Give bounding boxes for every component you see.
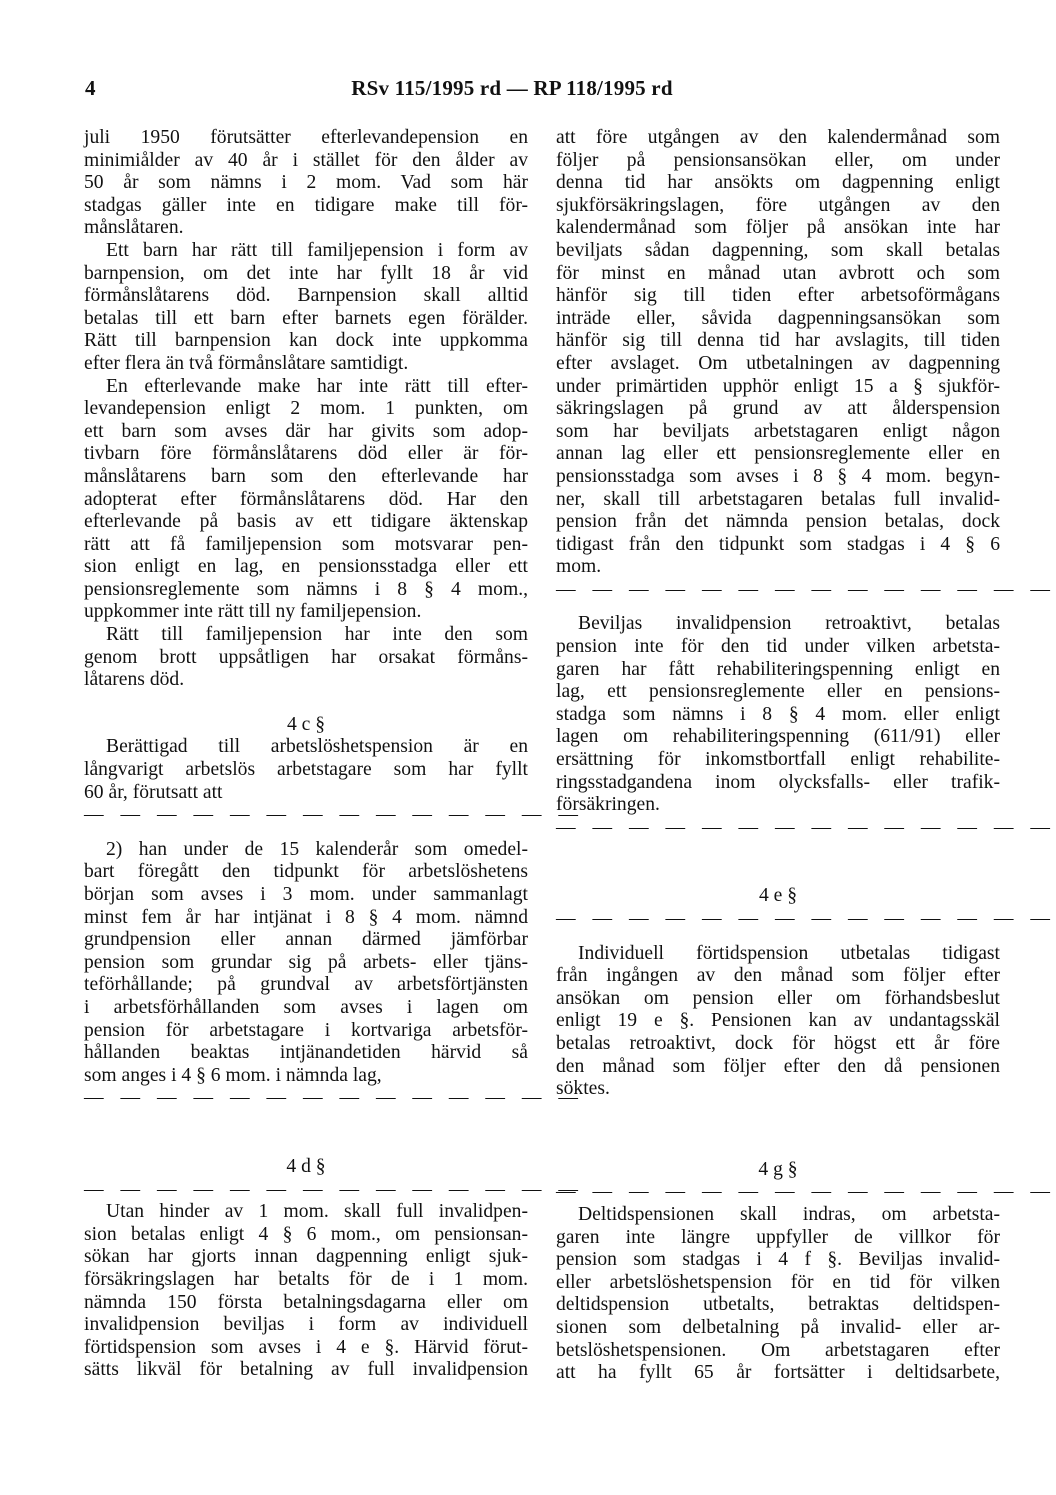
text-line: under primärtiden upphör enligt 15 a § sjukför- <box>556 375 1000 397</box>
section-heading: 4 e § <box>758 885 798 907</box>
right-column <box>556 127 1056 1385</box>
text-line: ett barn som avses där har givits som adop- <box>84 420 528 442</box>
text-line: säkringslagen på grund av att ålderspension <box>556 398 1000 420</box>
omission-dashes: — — — — — — — — — — — — — — <box>556 578 1056 600</box>
text-line: betalas retroaktivt, dock för högst ett år före <box>556 1032 1000 1054</box>
omission-dashes: — — — — — — — — — — — — — — <box>84 1087 584 1109</box>
text-line: sjukförsäkringslagen, före utgången av den <box>556 194 1000 216</box>
text-line: Ett barn har rätt till familjepension i form av <box>106 239 528 261</box>
page-number: 4 <box>85 76 96 100</box>
text-line: betalas till ett barn efter barnets egen förälder. <box>84 307 528 329</box>
text-line: juli 1950 förutsätter efterlevandepension en <box>84 127 528 148</box>
running-header: RSv 115/1995 rd — RP 118/1995 rd <box>351 76 673 100</box>
text-line: genom brott uppsåtligen har orsakat förmåns- <box>84 646 528 668</box>
text-line: månslåtaren. <box>84 217 184 239</box>
text-line: denna tid har ansökts om dagpenning enligt <box>556 172 1000 194</box>
text-line: pension inte för den tid under vilken arbetsta- <box>556 636 1000 658</box>
text-line: Berättigad till arbetslöshetspension är en <box>106 736 528 758</box>
text-line: i arbetsförhållanden som avses i lagen om <box>84 996 528 1018</box>
text-line: försäkringslagen har betalts för de i 1 mom. <box>84 1268 528 1290</box>
text-line: hänför sig till denna tid har avslagits, till tiden <box>556 330 1000 352</box>
text-line: bart föregått den tidpunkt för arbetslöshetens <box>84 861 528 883</box>
text-line: annan lag eller ett pensionsreglemente eller en <box>556 443 1000 465</box>
paragraph <box>84 839 528 1088</box>
paragraph <box>556 613 1000 816</box>
text-line: ner, skall till arbetstagaren betalas full invalid- <box>556 488 1000 510</box>
text-line: 2) han under de 15 kalenderår som omedel- <box>106 838 528 860</box>
text-line: Utan hinder av 1 mom. skall full invalidpen- <box>106 1201 528 1223</box>
text-line: början som avses i 3 mom. under sammanlagt <box>84 884 528 905</box>
omission-dashes: — — — — — — — — — — — — — — <box>556 908 1056 929</box>
text-line: försäkringen. <box>556 794 660 816</box>
text-line: betslöshetspensionen. Om arbetstagaren efter <box>556 1339 1000 1361</box>
text-line: förmånslåtarens död. Barnpension skall alltid <box>84 285 528 307</box>
text-line: ansökan om pension eller om förhandsbeslut <box>556 987 1000 1009</box>
section-heading: 4 g § <box>758 1158 798 1180</box>
text-line: från ingången av den månad som följer efter <box>556 965 1000 987</box>
text-line: Rätt till barnpension kan dock inte uppkomma <box>84 330 528 352</box>
omission-dashes: — — — — — — — — — — — — — — <box>84 804 584 826</box>
text-line: En efterlevande make har inte rätt till efter- <box>106 375 528 397</box>
text-line: beviljats sådan dagpenning, som skall betalas <box>556 239 1000 261</box>
section-heading: 4 c § <box>286 713 326 735</box>
omission-dashes: — — — — — — — — — — — — — — <box>556 1181 1056 1203</box>
text-line: månslåtarens barn som den efterlevande har <box>84 465 528 487</box>
text-line: uppkommer inte rätt till ny familjepension. <box>84 601 422 623</box>
text-line: teförhållande; på grundval av arbetsförtjänsten <box>84 974 528 996</box>
text-line: lagen om rehabiliteringspenning (611/91) eller <box>556 726 1000 748</box>
text-line: kalendermånad som följer på ansökan inte har <box>556 217 1000 239</box>
text-line: adopterat efter förmånslåtarens död. Har den <box>84 488 528 510</box>
paragraph <box>84 624 528 692</box>
text-line: hänför sig till tiden efter arbetsoförmågans <box>556 285 1000 307</box>
text-line: pensionsstadga som avses i 8 § 4 mom. begyn- <box>556 465 1000 487</box>
text-line: efterlevande på basis av ett tidigare äktenskap <box>84 511 528 533</box>
text-line: garen har fått rehabiliteringspenning enligt en <box>556 658 1000 680</box>
omission-dashes: — — — — — — — — — — — — — — <box>556 816 1056 838</box>
text-line: minst fem år har intjänat i 8 § 4 mom. nämnd <box>84 906 528 928</box>
text-line: sätts likväl för betalning av full invalidpension <box>84 1359 528 1381</box>
paragraph <box>84 736 528 804</box>
text-line: som anges i 4 § 6 mom. i nämnda lag, <box>84 1064 382 1086</box>
paragraph <box>556 1204 1000 1385</box>
text-line: barnpension, om det inte har fyllt 18 år vid <box>84 262 528 284</box>
text-line: den månad som följer efter den då pensionen <box>556 1055 1000 1077</box>
text-line: pension som grundar sig på arbets- eller tjäns- <box>84 951 528 973</box>
paragraph <box>84 240 528 376</box>
text-line: stadgas gäller inte en tidigare make till för- <box>84 194 528 216</box>
text-line: hållanden beaktas intjänandetiden härvid så <box>84 1042 528 1064</box>
text-line: 50 år som nämns i 2 mom. Vad som här <box>84 172 528 194</box>
text-line: pension för arbetstagare i kortvariga arbetsför- <box>84 1019 528 1041</box>
text-line: som har beviljats arbetstagaren enligt någon <box>556 420 1000 442</box>
text-line: deltidspension utbetalts, betraktas deltidspen- <box>556 1294 1000 1316</box>
text-line: sionen som delbetalning på invalid- eller ar- <box>556 1316 1000 1338</box>
section-heading: 4 d § <box>286 1155 326 1177</box>
text-line: pensionsreglemente som nämns i 8 § 4 mom., <box>84 578 528 600</box>
text-line: minimiålder av 40 år i stället för den ålder av <box>84 149 528 171</box>
text-line: för minst en månad utan avbrott och som <box>556 262 1000 284</box>
text-line: Deltidspensionen skall indras, om arbetsta- <box>578 1203 1000 1225</box>
text-line: sökan har gjorts innan dagpenning enligt sjuk- <box>84 1246 528 1268</box>
text-line: pension från det nämnda pension betalas, dock <box>556 511 1000 533</box>
text-line: följer på pensionsansökan eller, om under <box>556 149 1000 171</box>
text-line: tivbarn före förmånslåtarens död eller är för- <box>84 443 528 465</box>
text-line: garen inte längre uppfyller de villkor för <box>556 1226 1000 1248</box>
paragraph <box>84 1201 528 1382</box>
text-line: Rätt till familjepension har inte den som <box>106 624 528 646</box>
paragraph <box>556 127 1000 579</box>
text-line: enligt 19 e §. Pensionen kan av undantagsskäl <box>556 1010 1000 1032</box>
text-line: rätt att få familjepension som motsvarar pen- <box>84 533 528 555</box>
paragraph <box>556 943 1000 1101</box>
paragraph <box>84 376 528 625</box>
text-line: 60 år, förutsatt att <box>84 781 223 803</box>
text-line: stadga som nämns i 8 § 4 mom. eller enligt <box>556 703 1000 725</box>
text-line: invalidpension beviljas i form av individuell <box>84 1314 528 1336</box>
omission-dashes: — — — — — — — — — — — — — — <box>84 1178 584 1200</box>
text-line: grundpension eller annan därmed jämförbar <box>84 929 528 951</box>
text-line: att ha fyllt 65 år fortsätter i deltidsarbete, <box>556 1362 1000 1384</box>
text-line: tidigast från den tidpunkt som stadgas i 4 § 6 <box>556 533 1000 555</box>
text-line: Individuell förtidspension utbetalas tidigast <box>578 942 1000 964</box>
text-line: mom. <box>556 556 602 578</box>
text-line: eller arbetslöshetspension för en tid för vilken <box>556 1271 1000 1293</box>
text-line: förtidspension som avses i 4 e §. Härvid förut- <box>84 1336 528 1358</box>
text-line: att före utgången av den kalendermånad som <box>556 127 1000 148</box>
text-line: ringsstadgandena inom olycksfalls- eller trafik- <box>556 771 1000 793</box>
text-line: pension som stadgas i 4 f §. Beviljas invalid- <box>556 1249 1000 1271</box>
paragraph <box>84 127 528 240</box>
text-line: efter avslaget. Om utbetalningen av dagpenning <box>556 352 1000 374</box>
text-line: nämnda 150 första betalningsdagarna eller om <box>84 1291 528 1313</box>
text-line: lag, ett pensionsreglemente eller en pensions- <box>556 681 1000 703</box>
text-line: låtarens död. <box>84 669 185 691</box>
text-line: Beviljas invalidpension retroaktivt, betalas <box>578 613 1000 635</box>
text-line: levandepension enligt 2 mom. 1 punkten, om <box>84 398 528 420</box>
text-line: långvarigt arbetslös arbetstagare som har fyllt <box>84 759 528 781</box>
text-line: söktes. <box>556 1078 610 1100</box>
text-line: ersättning för inkomstbortfall enligt rehabilite- <box>556 749 1000 771</box>
text-line: sion betalas enligt 4 § 6 mom., om pensionsan- <box>84 1223 528 1245</box>
text-line: efter flera än två förmånslåtare samtidigt. <box>84 352 409 374</box>
text-line: sion enligt en lag, en pensionsstadga eller ett <box>84 556 528 578</box>
text-line: inträde eller, såvida dagpenningsansökan som <box>556 307 1000 329</box>
